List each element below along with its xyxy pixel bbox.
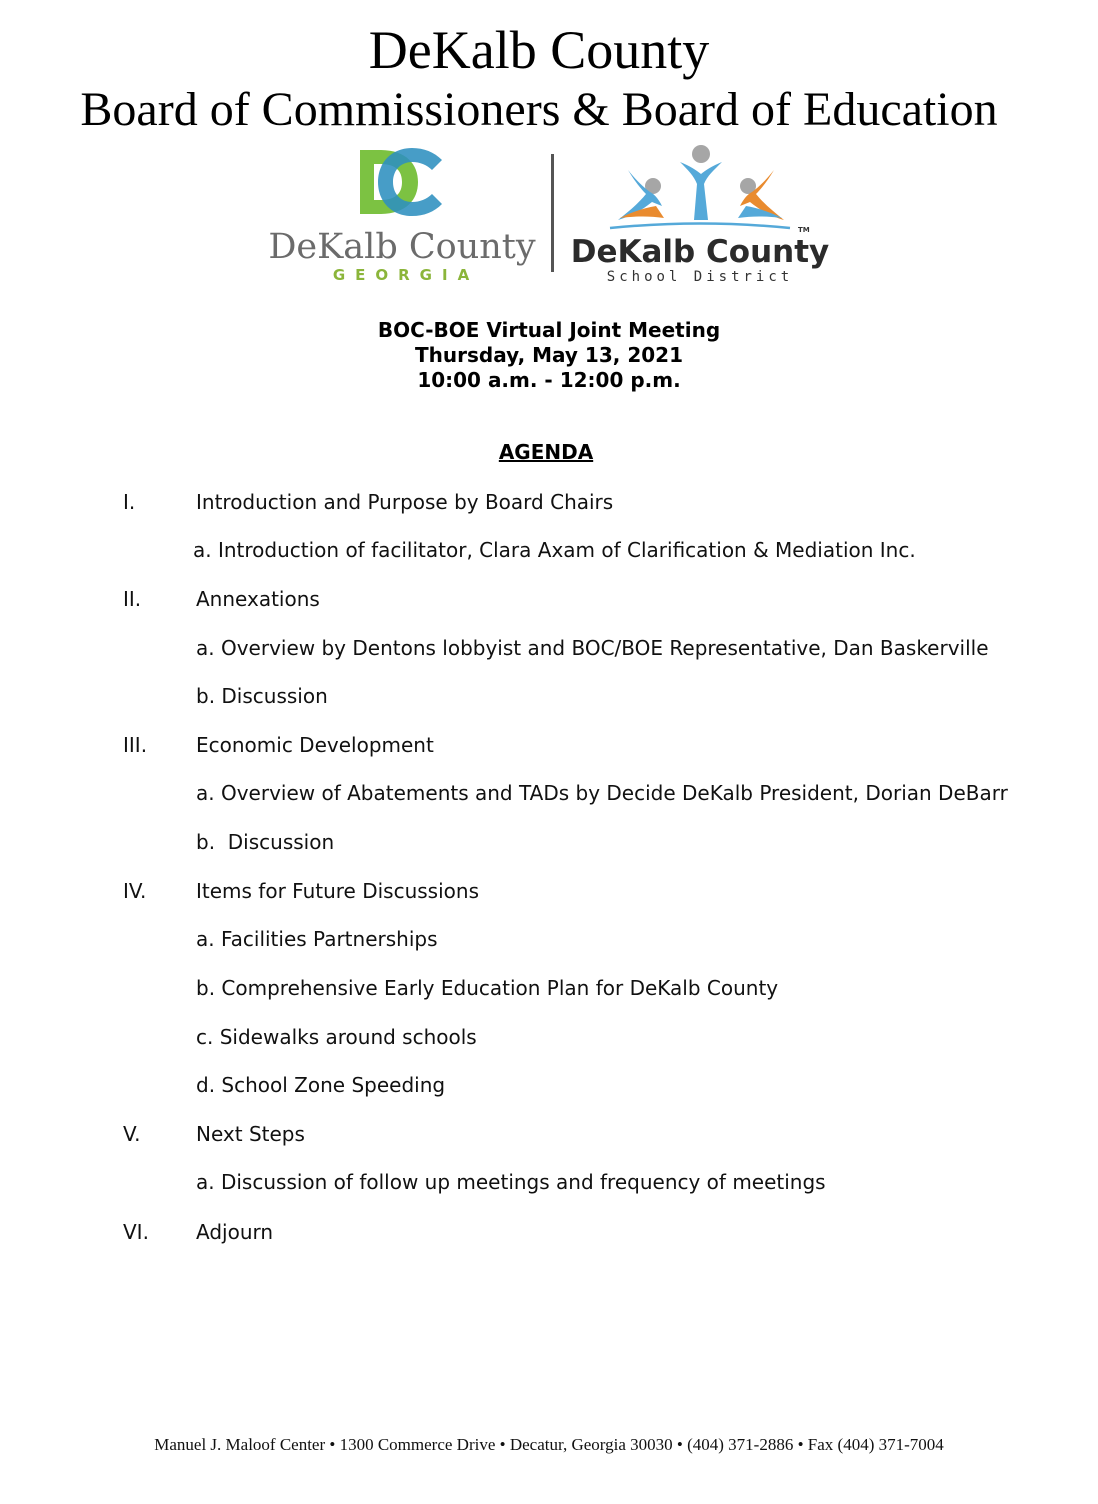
agenda-subitem: b. Discussion (196, 684, 328, 708)
agenda-item-introduction: Introduction and Purpose by Board Chairs (196, 490, 614, 514)
document-title: DeKalb County (368, 20, 710, 80)
agenda-heading: AGENDA (498, 440, 594, 464)
meeting-info (0, 318, 1098, 393)
meeting-name: BOC-BOE Virtual Joint Meeting (377, 318, 721, 342)
school-logo-name: DeKalb County (570, 234, 830, 270)
agenda-subitem: b. Discussion (196, 830, 335, 854)
county-logo-name: DeKalb County (268, 227, 536, 267)
meeting-date: Thursday, May 13, 2021 (415, 343, 683, 367)
agenda-subitem: b. Comprehensive Early Education Plan for DeKalb County (196, 976, 779, 1000)
people-figures-icon (610, 145, 790, 228)
document-subtitle: Board of Commissioners & Board of Education (80, 83, 998, 136)
agenda-numeral: VI. (123, 1220, 149, 1244)
agenda-item-next-steps: Next Steps (196, 1122, 305, 1146)
agenda-item-future-discussions: Items for Future Discussions (196, 879, 479, 903)
agenda-subitem: a. Introduction of facilitator, Clara Axam of Clarification & Mediation Inc. (193, 538, 916, 562)
agenda-item-annexations: Annexations (196, 587, 320, 611)
agenda-subitem: d. School Zone Speeding (196, 1073, 446, 1097)
agenda-subitem: a. Overview of Abatements and TADs by Decide DeKalb President, Dorian DeBarr (196, 781, 1008, 805)
trademark-mark: TM (798, 226, 810, 234)
footer-address: Manuel J. Maloof Center • 1300 Commerce Drive • Decatur, Georgia 30030 • (404) 371-2886 • Fax (404) 371-7004 (154, 1435, 944, 1454)
agenda-subitem: a. Facilities Partnerships (196, 927, 438, 951)
agenda-item-adjourn: Adjourn (196, 1220, 274, 1244)
agenda-numeral: IV. (123, 879, 147, 903)
agenda-numeral: V. (123, 1122, 141, 1146)
dekalb-county-logo (268, 144, 536, 284)
school-logo-subname: School District (606, 269, 794, 285)
county-logo-state: GEORGIA (332, 266, 480, 284)
dekalb-school-district-logo (570, 142, 830, 286)
agenda-numeral: III. (123, 733, 148, 757)
agenda-numeral: I. (123, 490, 136, 514)
agenda-item-economic-development: Economic Development (196, 733, 434, 757)
agenda-numeral: II. (123, 587, 142, 611)
agenda-subitem: c. Sidewalks around schools (196, 1025, 477, 1049)
agenda-subitem: a. Overview by Dentons lobbyist and BOC/BOE Representative, Dan Baskerville (196, 636, 989, 660)
agenda-subitem: a. Discussion of follow up meetings and frequency of meetings (196, 1170, 826, 1194)
logo-divider (551, 154, 554, 272)
meeting-time: 10:00 a.m. - 12:00 p.m. (417, 368, 681, 392)
dc-monogram-icon (360, 148, 442, 216)
